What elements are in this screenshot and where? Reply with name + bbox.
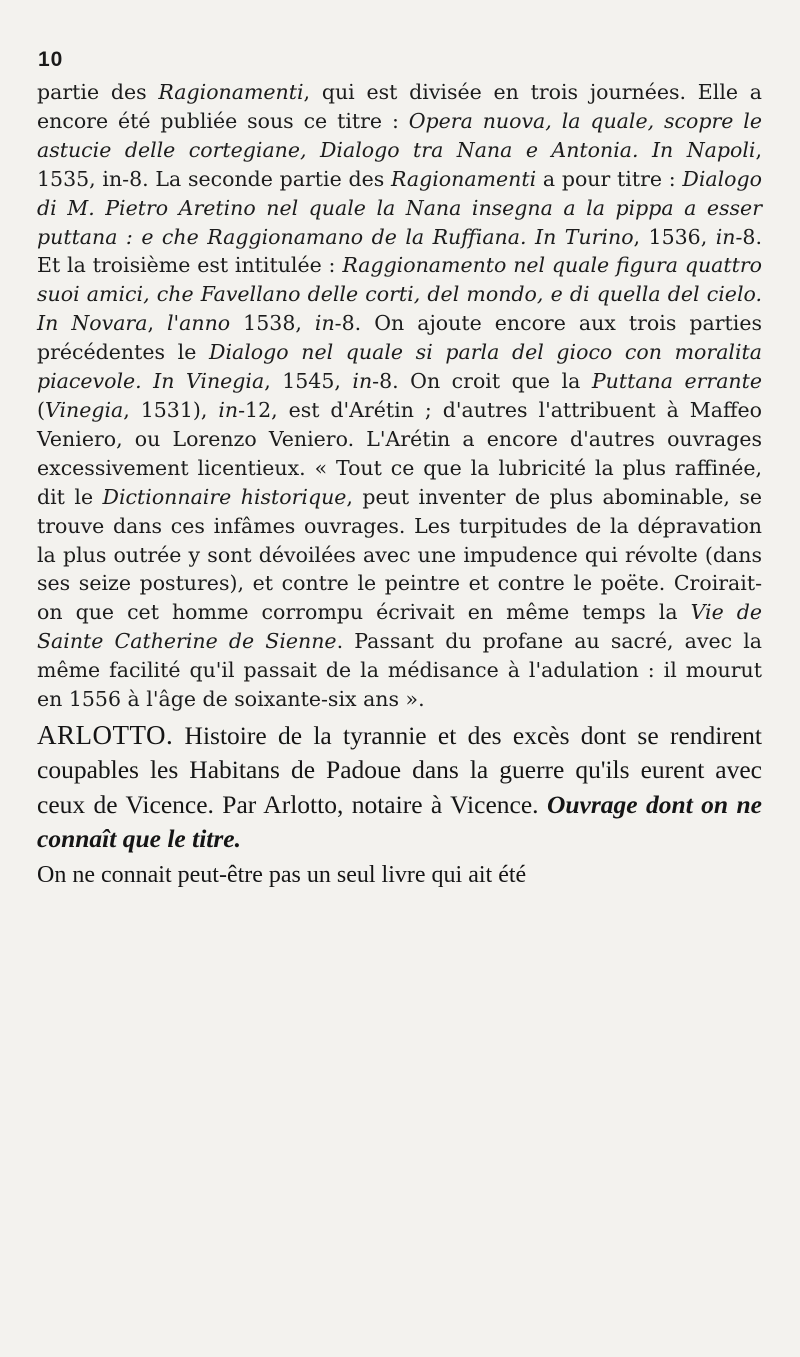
format-in: in xyxy=(352,369,373,394)
title-raggionamento: Raggionamento nel quale figura quattro suoi amici, che Favellano delle corti, del mondo, e di quella del cielo. In Novara xyxy=(37,253,763,336)
title-vie-sainte-catherine: Vie de Sainte Catherine de Sienne xyxy=(37,600,763,654)
text-run: -8. On ajoute encore aux trois parties précédentes le xyxy=(37,311,762,365)
title-dialogo-aretino: Dialogo di M. Pietro Aretino nel quale la Nana insegna a la pippa a esser puttana : e che Raggionamano de la Ruffiana. In Turino xyxy=(37,166,762,249)
text-run: , qui est divisée en trois journées. Elle a encore été publiée sous ce titre : xyxy=(37,80,762,133)
closing-line: On ne connait peut-être pas un seul livre qui ait été xyxy=(37,861,527,888)
text-run: , 1535, in-8. La seconde partie des xyxy=(37,137,762,191)
text-run: ( xyxy=(37,397,45,422)
text-run: , 1531), xyxy=(123,397,219,422)
text-run: -8. Et la troisième est intitulée : xyxy=(37,224,762,278)
aretino-entry-continuation xyxy=(37,78,762,714)
title-dictionnaire-historique: Dictionnaire historique xyxy=(102,484,347,509)
title-puttana-errante: Puttana errante xyxy=(591,369,762,394)
text-run: , peut inventer de plus abominable, se trouve dans ces infâmes ouvrages. Les turpitudes de la dépravation la plus outrée y sont dévoilées avec une impudence qui révolte (dans ses seize postures), et contre le peintre et contre le poëte. Croirait-on que cet homme corrompu écrivait en même temps la xyxy=(37,484,763,625)
text-run: . Passant du profane au sacré, avec la même facilité qu'il passait de la médisance à l'adulation : il mourut en 1556 à l'âge de soixante-six ans ». xyxy=(37,629,762,712)
format-in: in xyxy=(715,224,736,249)
entry-title: Histoire de la tyrannie et des excès dont se rendirent coupables les Habitans de Padoue dans la guerre qu'ils eurent avec ceux de Vicence. Par Arlotto, notaire à Vicence. xyxy=(37,720,762,819)
text-run: partie des xyxy=(37,80,159,104)
text-run: , 1536, xyxy=(633,224,716,249)
text-run: -8. On croit que la xyxy=(372,369,592,394)
text-run: -12, est d'Arétin ; d'autres l'attribuent à Maffeo Veniero, ou Lorenzo Veniero. L'Arétin a encore d'autres ouvrages excessivement licentieux. « Tout ce que la lubricité la plus raffinée, dit le xyxy=(37,397,763,509)
text-run: 1538, xyxy=(230,311,315,336)
place-vinegia: Vinegia xyxy=(45,397,124,422)
title-ragionamenti: Ragionamenti xyxy=(158,80,304,104)
text-block xyxy=(37,78,762,891)
entry-note: Ouvrage dont on ne connaît que le titre. xyxy=(37,789,763,854)
title-ragionamenti-2: Ragionamenti xyxy=(390,166,537,191)
arlotto-entry xyxy=(37,718,762,857)
title-opera-nuova: Opera nuova, la quale, scopre le astucie delle cortegiane, Dialogo tra Nana e Antonia. In Napoli xyxy=(37,108,762,162)
text-lanno: l'anno xyxy=(166,311,231,336)
format-in: in xyxy=(314,311,335,336)
format-in: in xyxy=(218,397,239,422)
entry-headword: ARLOTTO. xyxy=(37,719,174,750)
title-dialogo-gioco: Dialogo nel quale si parla del gioco con moralita piacevole. In Vinegia xyxy=(37,340,762,394)
text-run: a pour titre : xyxy=(536,166,683,191)
text-run: , 1545, xyxy=(264,369,353,394)
page-number: 10 xyxy=(38,48,64,71)
text-run: , xyxy=(147,311,167,336)
